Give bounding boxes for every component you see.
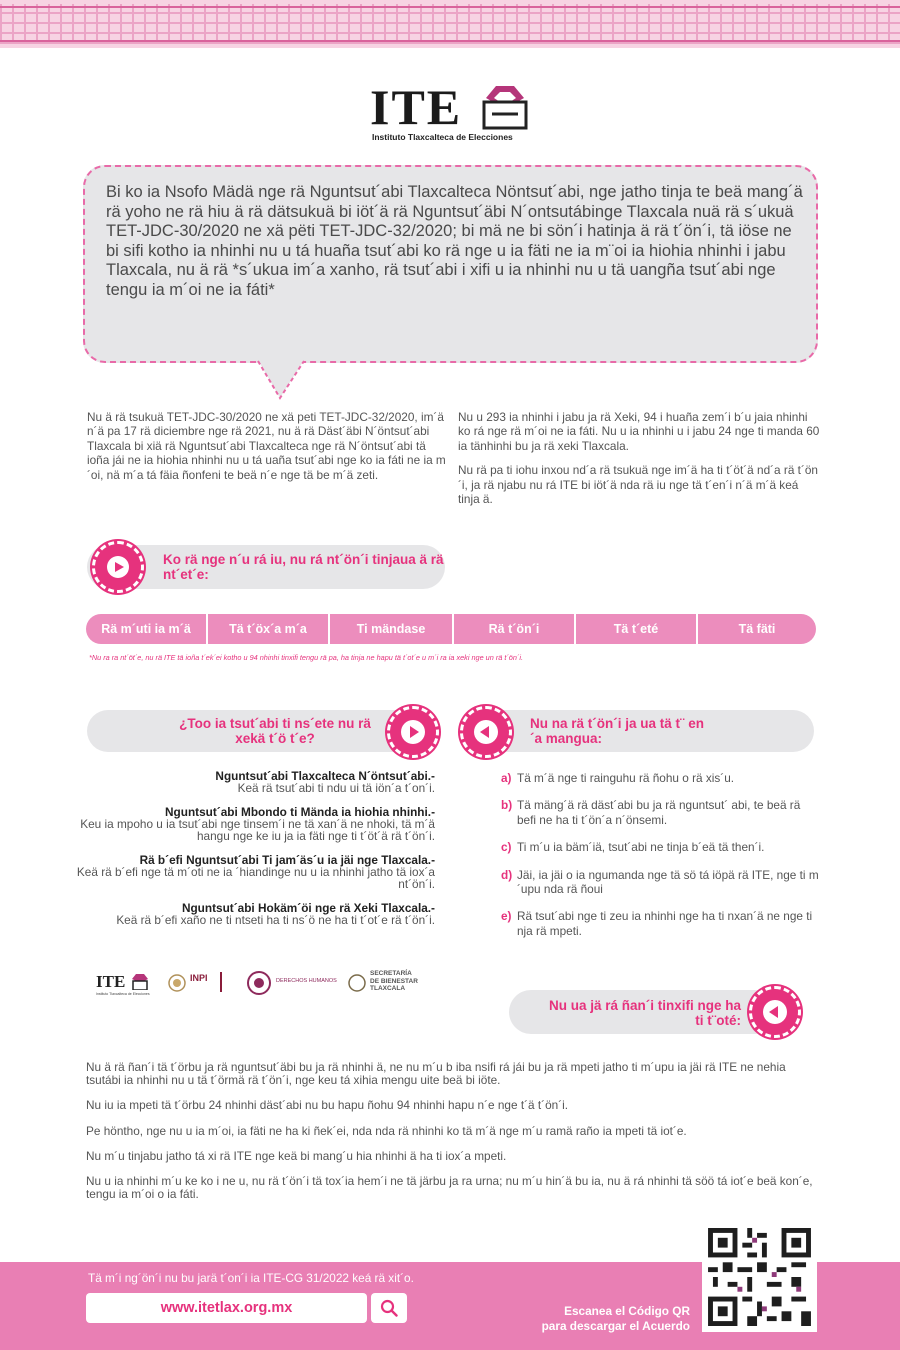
chevron-left-icon: [474, 720, 498, 744]
org-desc: Keä rä b´efi xaño ne ti ntseti ha ti ns´ö ne ha ti t´ot´e rä t´ön´i.: [116, 913, 435, 927]
logo-subtitle: Instituto Tlaxcalteca de Elecciones: [372, 132, 513, 142]
right-paragraph-1: Nu u 293 ia nhinhi i jabu ja rä Xeki, 94 i huaña zem´i b´u jaia nhinhi ko rá nge rä m´oi ne ia fáti. Nu u ia nhinhi u i jabu 24 nge ti manda 60 ia tänhinhi bu ja rä xeki Tlaxcala.: [458, 410, 820, 453]
search-button[interactable]: [371, 1293, 407, 1323]
website-link[interactable]: www.itetlax.org.mx: [86, 1293, 367, 1323]
answer-text: Ti m´u ia bäm´iä, tsut´abi ne tinja b´eä tä then´i.: [517, 840, 765, 855]
qr-code-icon: [708, 1228, 811, 1326]
left-column-text: [87, 410, 447, 492]
answer-item: [501, 868, 821, 897]
orgs-list: [70, 770, 435, 938]
play-button[interactable]: [92, 541, 144, 593]
step-6[interactable]: Tä fäti: [698, 614, 816, 644]
play-icon: [107, 556, 129, 578]
qr-caption-line-2: para descargar el Acuerdo: [541, 1318, 690, 1333]
step-4[interactable]: Rä t´ön´i: [454, 614, 574, 644]
org-name: Nguntsut´abi Hokäm´öi nge rä Xeki Tlaxcala.-: [181, 901, 435, 915]
answers-list: [501, 771, 821, 951]
body-paragraph: Nu m´u tinjabu jatho tá xi rä ITE nge keä bi mang´u hia nhinhi ä ha ti iox´a mpeti.: [86, 1148, 507, 1163]
mexico-seal-icon: [168, 974, 186, 992]
answer-letter: a): [501, 771, 512, 785]
ite-small-subtitle: Instituto Tlaxcalteca de Elecciones: [96, 992, 150, 996]
orgs-title: ¿Too ia tsut´abi ti ns´ete nu rä xekä t´ö t´e?: [179, 716, 371, 746]
process-header: [87, 545, 445, 589]
logo-wordmark: ITE: [370, 79, 463, 135]
org-desc: Keä rä tsut´abi ti ndu ui tä iön´a t´on´i.: [237, 781, 435, 795]
orgs-arrow-button[interactable]: [387, 706, 439, 758]
org-desc: Keä rä b´efi nge tä m´oti ne ia ´hiandinge nu u ia nhinhi jatho tä iox´a nt´ön´i.: [76, 865, 435, 891]
agreement-note: Tä m´i ng´ön´i nu bu jarä t´on´i ia ITE-CG 31/2022 keá rä xit´o.: [88, 1271, 414, 1285]
chevron-right-icon: [401, 720, 425, 744]
answers-arrow-button[interactable]: [460, 706, 512, 758]
answer-text: Jäi, ia jäi o ia ngumanda nge tä sö tá iöpä rä ITE, nge ti m´upu nda rä ñoui: [517, 867, 819, 897]
results-title: Nu ua jä rá ñan´i tinxifi nge ha ti t¨oté:: [548, 998, 741, 1028]
qr-caption: [520, 1304, 690, 1333]
bienestar-line-1: SECRETARÍA: [370, 970, 412, 977]
answer-item: [501, 798, 821, 827]
orgs-header: [87, 710, 439, 752]
org-item: [70, 854, 435, 890]
answer-text: Tä mäng´ä rä däst´abi bu ja rä nguntsut´ abi, te beä rä befi ne ha ti t´ön´a n´önsemi.: [517, 798, 801, 827]
org-name: Nguntsut´abi Tlaxcalteca N´öntsut´abi.-: [215, 769, 435, 783]
ballot-box-icon: [482, 84, 528, 130]
org-name: Nguntsut´abi Mbondo ti Mända ia hiohia nhinhi.-: [165, 805, 435, 819]
ite-logo: [370, 79, 540, 144]
ballot-box-small-icon: [132, 974, 148, 990]
search-icon: [380, 1299, 398, 1317]
answer-item: [501, 840, 821, 854]
org-item: [70, 806, 435, 842]
ite-small-logo: [96, 972, 154, 996]
process-title: Ko rä nge n´u rá iu, nu rá nt´ön´i tinjaua ä rä nt´et´e:: [163, 552, 444, 582]
org-item: [70, 770, 435, 794]
answer-letter: b): [501, 798, 513, 813]
results-arrow-button[interactable]: [749, 986, 801, 1038]
answer-letter: d): [501, 867, 513, 882]
answers-title: Nu na rä t´ön´i ja ua tä t¨ en´a mangua:: [530, 716, 705, 746]
body-paragraph: Nu u ia nhinhi m´u ke ko i ne u, nu rä t´ön´i tä tox´ia hem´i ne tä järbu ja ra urna; nu m´u hin´ä bu ia, nu ä rá nhinhi tä söö tá iot´e beä kon´e, tengu ia m´oi o ia fáti.: [86, 1174, 813, 1202]
intro-text: Bi ko ia Nsofo Mädä nge rä Nguntsut´abi Tlaxcalteca Nöntsut´abi, nge jatho tinja te beä mang´ä rä yoho ne rä hiu ä rä dätsukuä bi iöt´ä rä Nguntsut´äbi N´ontsutábinge Tlaxcala nuä rä s´ukuä TET-JDC-30/2020 ne xä pëti TET-JDC-32/2020; bi mä ne bi sön´i hatinja ä rä t´ön´i, tä iöse ne bi sifi kotho ia nhinhi nu u tá huaña tsut´abi ko rä nge u ia fäti ne ia m¨oi ia hiohia nhinhi i jabu Tlaxcala, nu ä rä *s´ukua im´a xanho, rä tsut´abi i xifi u ia nhinhi nu u tä uangña tsut´abi nge tengu ia m´oi ne ia fáti*: [106, 183, 803, 299]
answer-item: [501, 771, 821, 785]
results-header: [509, 990, 799, 1034]
qr-caption-line-1: Escanea el Código QR: [564, 1304, 690, 1318]
step-3[interactable]: Ti mändase: [330, 614, 452, 644]
bienestar-seal-icon: [348, 974, 366, 992]
fret-pattern: [0, 4, 900, 44]
band-line-bottom: [0, 40, 900, 42]
step-2[interactable]: Tä t´öx´a m´a: [208, 614, 328, 644]
inpi-text: INPI: [190, 973, 208, 983]
inpi-logo: [166, 968, 230, 998]
right-paragraph-2: Nu rä pa ti iohu inxou nd´a rä tsukuä nge im´ä ha ti t´öt´ä nd´a rä t´ön´i, ja rä njabu nu rá ITE bi iöt´ä nda rä iu nge tä t´en´i n´ä m´ä keá tinja ä.: [458, 463, 818, 507]
org-desc: Keu ia mpoho u ia tsut´abi nge tinsem´i ne tä xan´ä ne nhoki, tä m´ä hangu nge ke iu ja ia fäti nge ti t´öt´ä rä t´ön´i.: [80, 817, 435, 843]
cedh-logo: [246, 968, 336, 998]
right-column-text: [458, 410, 820, 516]
step-5[interactable]: Tä t´eté: [576, 614, 696, 644]
bienestar-logo: [348, 970, 438, 1000]
answers-header: [460, 710, 814, 752]
answer-text: Rä tsut´abi nge ti zeu ia nhinhi nge ha ti nxan´ä ne nge ti nja rä mpeti.: [517, 909, 813, 938]
bienestar-line-3: TLAXCALA: [370, 985, 406, 992]
ite-small-wordmark: ITE: [96, 972, 126, 991]
answer-letter: c): [501, 840, 512, 855]
answer-letter: e): [501, 909, 512, 924]
body-paragraph: Pe höntho, nge nu u ia m´oi, ia fäti ne ha ki ñek´ei, nda nda rä nhinhi ko tä m´ä nge m´u ramä raño ia mpeti tä iot´e.: [86, 1123, 687, 1138]
step-1[interactable]: Rä m´uti ia m´ä: [86, 614, 206, 644]
bubble-tail: [256, 360, 306, 402]
intro-bubble: [83, 165, 818, 363]
body-paragraph: Nu iu ia mpeti tä t´örbu 24 nhinhi däst´abi nu bu hapu ñohu 94 nhinhi hapu n´e nge t´ä t´ön´i.: [86, 1098, 569, 1113]
inpi-figure-icon: [216, 970, 226, 994]
cedh-text: DERECHOS HUMANOS: [276, 978, 337, 984]
band-line-top: [0, 6, 900, 8]
chevron-left-icon: [763, 1000, 787, 1024]
results-body: [86, 1061, 814, 1213]
answer-item: [501, 909, 821, 938]
qr-code[interactable]: [702, 1222, 817, 1332]
bienestar-text: [370, 970, 418, 993]
answer-text: Tä m´ä nge ti rainguhu rä ñohu o rä xis´u.: [517, 771, 735, 785]
steps-footnote: *Nu ra ra nt´öt´e, nu rä ITE tä ioña t´ek´ei kotho u 94 nhinhi tinxifi tengu rä pa, ha tinja ne hapu tä t´ot´e u m´i ra ia xeki nge un rä t´ön´i.: [89, 653, 523, 662]
bienestar-line-2: DE BIENESTAR: [370, 977, 418, 985]
partner-logos: [96, 968, 436, 1002]
cedh-seal-icon: [246, 970, 272, 996]
top-decorative-band: [0, 0, 900, 48]
process-steps: [86, 614, 816, 644]
org-item: [70, 902, 435, 926]
org-name: Rä b´efi Nguntsut´abi Ti jam´äs´u ia jäi nge Tlaxcala.-: [139, 853, 435, 867]
body-paragraph: Nu ä rä ñan´i tä t´örbu ja rä nguntsut´äbi bu ja rä nhinhi ä, ne nu m´u b iba nsifi rá jái bu ja rä mpeti jatho ti m´upu ia jäi rä ITE ne nehia tsutábi ia nhinhi nu u tä t´örmä rä t´ön´i, nge keu tá xihia mengu uite beä bi iöte.: [86, 1060, 786, 1088]
left-paragraph: Nu ä rä tsukuä TET-JDC-30/2020 ne xä peti TET-JDC-32/2020, im´ä n´ä pa 17 rä diciembre nge rä 2021, nu ä rä Däst´äbi N´öntsut´abi Tlaxcala bi xiä rä Nguntsut´abi Tlaxcalteca nge rä N´öntsut´abi tä ioña jái ne ia hiohia nhinhi nu u tá uaña tsut´abi nge ko ia fáti ne ia m´oi, nä m´a tá fäia ñonfeni te beä n´e nge tä be m´ä zeti.: [87, 410, 446, 482]
